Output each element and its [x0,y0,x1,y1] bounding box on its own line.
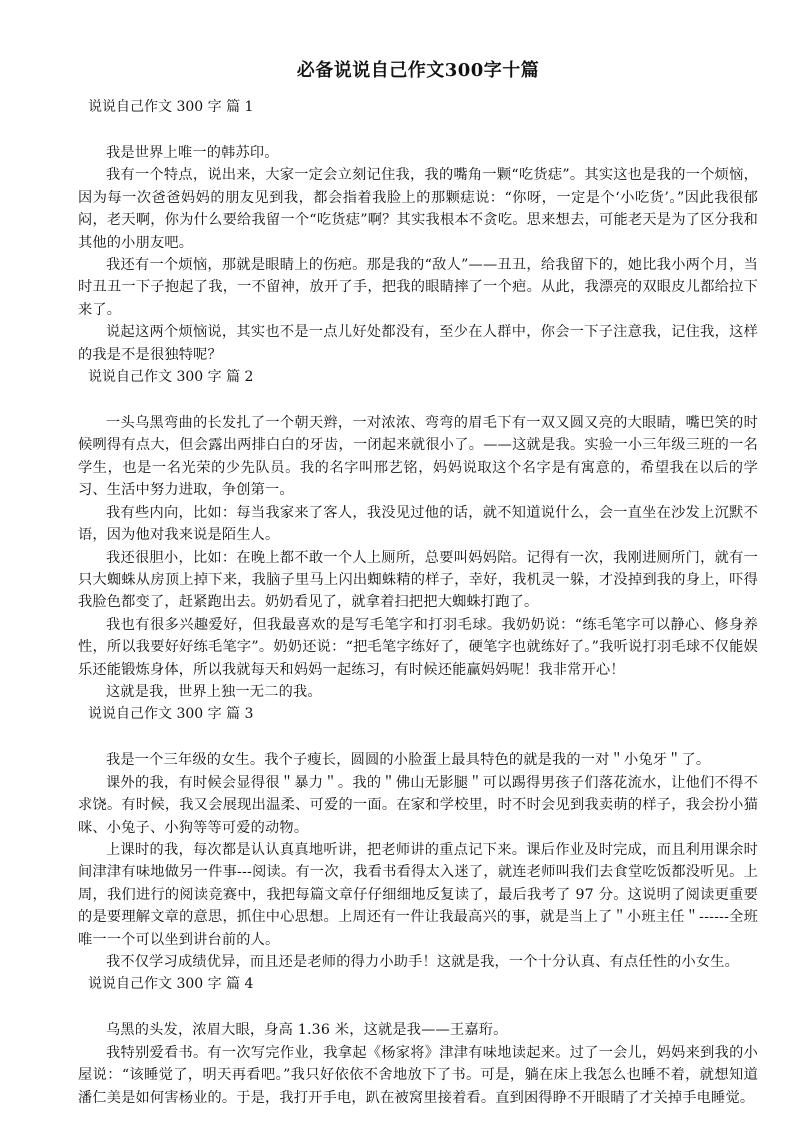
essay-section-3 [78,703,758,973]
essay-section-2 [78,366,758,703]
paragraph: 我还有一个烦恼，那就是眼睛上的伤疤。那是我的“敌人”——丑丑，给我留下的，她比我小两个月，当时丑丑一下子抱起了我，一不留神，放开了手，把我的眼睛摔了一个疤。从此，我漂亮的双眼皮儿都给拉下来了。 [78,257,758,318]
section-heading: 说说自己作文 300 字 篇 1 [88,99,254,115]
paragraph: 我还很胆小，比如：在晚上都不敢一个人上厕所，总要叫妈妈陪。记得有一次，我刚进厕所门，就有一只大蜘蛛从房顶上掉下来，我脑子里马上闪出蜘蛛精的样子，幸好，我机灵一躲，才没掉到我的身上，吓得我脸色都变了，赶紧跑出去。奶奶看见了，就拿着扫把把大蜘蛛打跑了。 [78,549,758,611]
essay-section-1 [78,96,758,366]
document-page [78,56,758,1109]
paragraph: 我特别爱看书。有一次写完作业，我拿起《杨家将》津津有味地读起来。过了一会儿，妈妈来到我的小屋说：“该睡觉了，明天再看吧。”我只好依依不舍地放下了书。可是，躺在床上我怎么也睡不着，就想知道潘仁美是如何害杨业的。于是，我打开手电，趴在被窝里接着看。直到困得睁不开眼睛了才关掉手电睡觉。 [78,1044,758,1106]
paragraph: 说起这两个烦恼说，其实也不是一点儿好处都没有，至少在人群中，你会一下子注意我，记住我，这样的我是不是很独特呢？ [78,324,758,363]
paragraph: 我是一个三年级的女生。我个子瘦长，圆圆的小脸蛋上最具特色的就是我的一对＂小兔牙＂了。 [106,752,711,769]
paragraph: 我是世界上唯一的韩苏印。 [106,145,279,161]
paragraph: 一头乌黑弯曲的长发扎了一个朝天辫，一对浓浓、弯弯的眉毛下有一双又圆又亮的大眼睛，嘴巴笑的时候咧得有点大，但会露出两排白白的牙齿，一闭起来就很小了。——这就是我。实验一小三年级三班的一名学生，也是一名光荣的少先队员。我的名字叫邢艺铭，妈妈说取这个名字是有寓意的，希望我在以后的学习、生活中努力进取，争创第一。 [78,415,758,499]
paragraph: 乌黑的头发，浓眉大眼，身高 1.36 米，这就是我——王嘉珩。 [106,1022,508,1039]
section-heading: 说说自己作文 300 字 篇 2 [88,369,254,386]
paragraph: 这就是我，世界上独一无二的我。 [106,683,322,700]
section-heading: 说说自己作文 300 字 篇 3 [88,706,254,723]
essay-section-4 [78,973,758,1109]
paragraph: 我不仅学习成绩优异，而且还是老师的得力小助手！这就是我，一个十分认真、有点任性的小女生。 [106,954,740,970]
paragraph: 我有一个特点，说出来，大家一定会立刻记住我，我的嘴角一颗“吃货痣”。其实这也是我的一个烦恼，因为每一次爸爸妈妈的朋友见到我，都会指着我脸上的那颗痣说：“你呀，一定是个‘小吃货’。”因此我很郁闷，老天啊，你为什么要给我留一个“吃货痣”啊？其实我根本不贪吃。思来想去，可能老天是为了区分我和其他的小朋友吧。 [78,167,758,251]
document-title: 必备说说自己作文300字十篇 [296,60,540,81]
paragraph: 课外的我，有时候会显得很＂暴力＂。我的＂佛山无影腿＂可以踢得男孩子们落花流水，让他们不得不求饶。有时候，我又会展现出温柔、可爱的一面。在家和学校里，时不时会见到我卖萌的样子，我会扮小猫咪、小兔子、小狗等等可爱的动物。 [78,774,758,836]
section-heading: 说说自己作文 300 字 篇 4 [88,976,254,993]
paragraph: 我也有很多兴趣爱好，但我最喜欢的是写毛笔字和打羽毛球。我奶奶说：“练毛笔字可以静心、修身养性，所以我要好好练毛笔字”。奶奶还说：“把毛笔字练好了，硬笔字也就练好了。”我听说打羽毛球不仅能娱乐还能锻炼身体，所以我就每天和妈妈一起练习，有时候还能赢妈妈呢！我非常开心！ [78,616,758,678]
paragraph: 上课时的我，每次都是认认真真地听讲，把老师讲的重点记下来。课后作业及时完成，而且利用课余时间津津有味地做另一件事---阅读。有一次，我看书看得太入迷了，就连老师叫我们去食堂吃饭都没听见。上周，我们进行的阅读竞赛中，我把每篇文章仔仔细细地反复读了，最后我考了 97 分。这说明了阅读更重要的是要理解文章的意思，抓住中心思想。上周还有一件让我最高兴的事，就是当上了＂小班主任＂------全班唯一一个可以坐到讲台前的人。 [78,841,758,948]
paragraph: 我有些内向，比如：每当我家来了客人，我没见过他的话，就不知道说什么，会一直坐在沙发上沉默不语，因为他对我来说是陌生人。 [78,504,758,544]
